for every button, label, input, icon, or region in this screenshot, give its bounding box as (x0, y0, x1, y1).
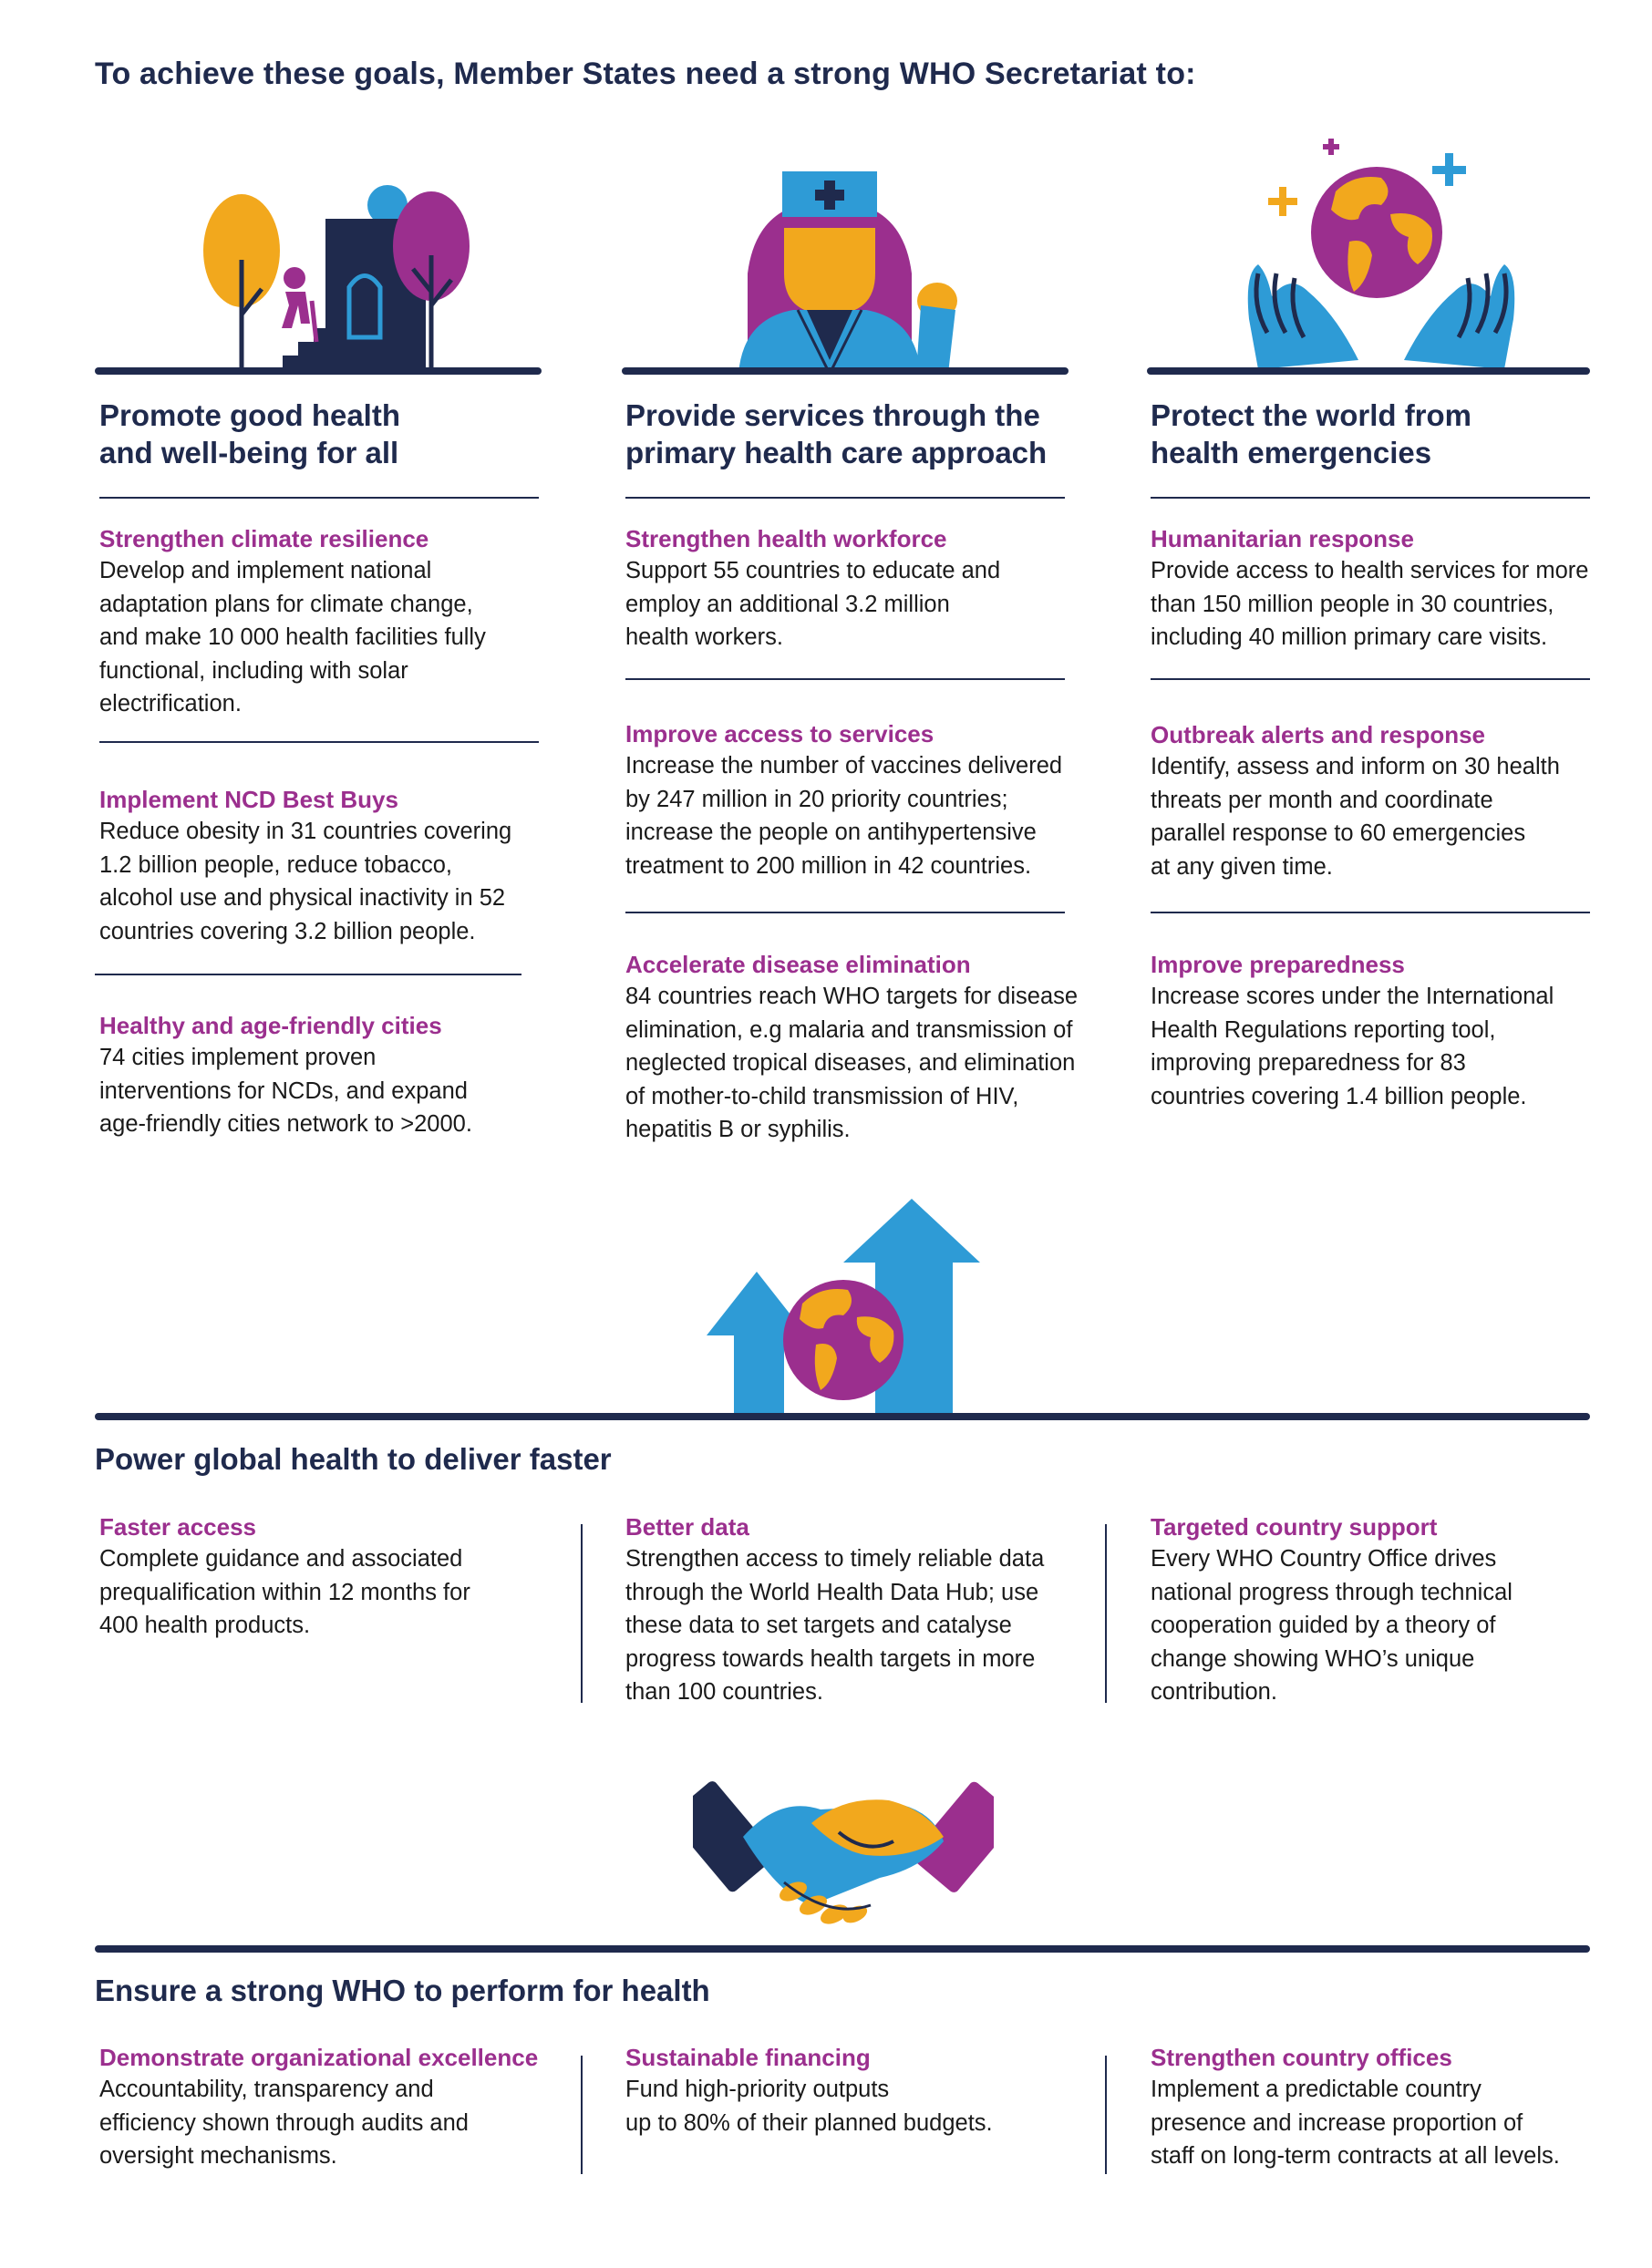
column-1-item-1 (99, 523, 537, 721)
item-heading: Healthy and age-friendly cities (99, 1012, 442, 1039)
item-body: 84 countries reach WHO targets for disease elimination, e.g malaria and transmission of neglected tropical diseases, and elimination of mother-to-child transmission of HIV, hepatitis B or syphilis. (625, 984, 1079, 1142)
column-3-divider (1151, 497, 1590, 499)
column-2-divider (625, 678, 1065, 680)
item-heading: Better data (625, 1513, 749, 1541)
column-3-divider (1151, 912, 1590, 913)
item-heading: Demonstrate organizational excellence (99, 2044, 539, 2071)
item-heading: Strengthen country offices (1151, 2044, 1452, 2071)
item-body: Identify, assess and inform on 30 health threats per month and coordinate parallel response to 60 emergencies at any given time. (1151, 754, 1560, 880)
item-heading: Improve access to services (625, 720, 934, 747)
item-heading: Targeted country support (1151, 1513, 1438, 1541)
item-heading: Implement NCD Best Buys (99, 786, 398, 813)
item-heading: Strengthen climate resilience (99, 525, 429, 552)
column-1-title: Promote good health and well-being for all (99, 398, 400, 469)
column-2-item-3 (625, 949, 1118, 1147)
power-column-separator (1105, 1524, 1107, 1703)
column-2-title: Provide services through the primary health care approach (625, 398, 1048, 469)
ensure-column-separator (1105, 2056, 1107, 2174)
power-base-line (95, 1413, 1590, 1420)
item-body: Complete guidance and associated prequalification within 12 months for 400 health products. (99, 1546, 470, 1638)
ensure-item-2 (625, 2042, 1063, 2139)
item-body: Increase the number of vaccines delivered by 247 million in 20 priority countries; increase the people on antihypertensive treatment to 200 million in 42 countries. (625, 753, 1063, 879)
power-section-title: Power global health to deliver faster (95, 1442, 612, 1476)
item-heading: Accelerate disease elimination (625, 951, 971, 978)
item-heading: Improve preparedness (1151, 951, 1405, 978)
column-1-divider (95, 974, 521, 975)
column-3-title: Protect the world from health emergencies (1151, 398, 1472, 469)
item-heading: Sustainable financing (625, 2044, 871, 2071)
power-item-1 (99, 1511, 537, 1643)
hands-globe-icon (1235, 137, 1527, 374)
ensure-base-line (95, 1945, 1590, 1953)
column-3-item-2 (1151, 719, 1606, 883)
item-body: Accountability, transparency and efficiency shown through audits and oversight mechanisms. (99, 2077, 469, 2169)
column-1-divider (99, 741, 539, 743)
column-3-item-1 (1151, 523, 1606, 655)
item-body: Develop and implement national adaptation plans for climate change, and make 10 000 health facilities fully functional, including with solar electrification. (99, 558, 486, 716)
item-heading: Humanitarian response (1151, 525, 1414, 552)
globe-arrows-icon (707, 1199, 989, 1418)
column-2-item-1 (625, 523, 1063, 655)
ensure-section-title: Ensure a strong WHO to perform for health (95, 1974, 710, 2007)
column-1-base-line (95, 367, 542, 375)
item-heading: Outbreak alerts and response (1151, 721, 1486, 748)
column-1-item-2 (99, 784, 537, 948)
item-body: Increase scores under the International Health Regulations reporting tool, improving preparedness for 83 countries covering 1.4 billion people. (1151, 984, 1554, 1109)
column-1-divider (99, 497, 539, 499)
column-2-divider (625, 912, 1065, 913)
column-2-item-2 (625, 718, 1063, 882)
item-body: Implement a predictable country presence and increase proportion of staff on long-term contracts at all levels. (1151, 2077, 1560, 2169)
column-3-item-3 (1151, 949, 1606, 1113)
power-column-separator (581, 1524, 583, 1703)
item-body: Every WHO Country Office drives national progress through technical cooperation guided by a theory of change showing WHO’s unique contribution. (1151, 1546, 1513, 1705)
item-body: Support 55 countries to educate and employ an additional 3.2 million health workers. (625, 558, 1001, 650)
item-heading: Faster access (99, 1513, 257, 1541)
item-body: Reduce obesity in 31 countries covering 1.2 billion people, reduce tobacco, alcohol use and physical inactivity in 52 countries covering 3.2 billion people. (99, 819, 512, 944)
item-body: Strengthen access to timely reliable data through the World Health Data Hub; use these data to set targets and catalyse progress towards health targets in more than 100 countries. (625, 1546, 1045, 1705)
column-2-base-line (622, 367, 1069, 375)
column-3-base-line (1147, 367, 1590, 375)
city-health-icon (187, 178, 479, 374)
column-3-divider (1151, 678, 1590, 680)
power-item-2 (625, 1511, 1100, 1709)
ensure-item-3 (1151, 2042, 1606, 2173)
column-1-item-3 (99, 1010, 537, 1141)
nurse-icon (729, 164, 985, 374)
item-heading: Strengthen health workforce (625, 525, 947, 552)
ensure-column-separator (581, 2056, 583, 2174)
power-item-3 (1151, 1511, 1588, 1709)
item-body: Fund high-priority outputs up to 80% of their planned budgets. (625, 2077, 993, 2136)
handshake-icon (693, 1768, 994, 1928)
item-body: 74 cities implement proven interventions for NCDs, and expand age-friendly cities network to >2000. (99, 1045, 472, 1137)
ensure-item-1 (99, 2042, 573, 2173)
column-2-divider (625, 497, 1065, 499)
page-title: To achieve these goals, Member States need a strong WHO Secretariat to: (95, 57, 1196, 91)
item-body: Provide access to health services for more than 150 million people in 30 countries, including 40 million primary care visits. (1151, 558, 1589, 650)
